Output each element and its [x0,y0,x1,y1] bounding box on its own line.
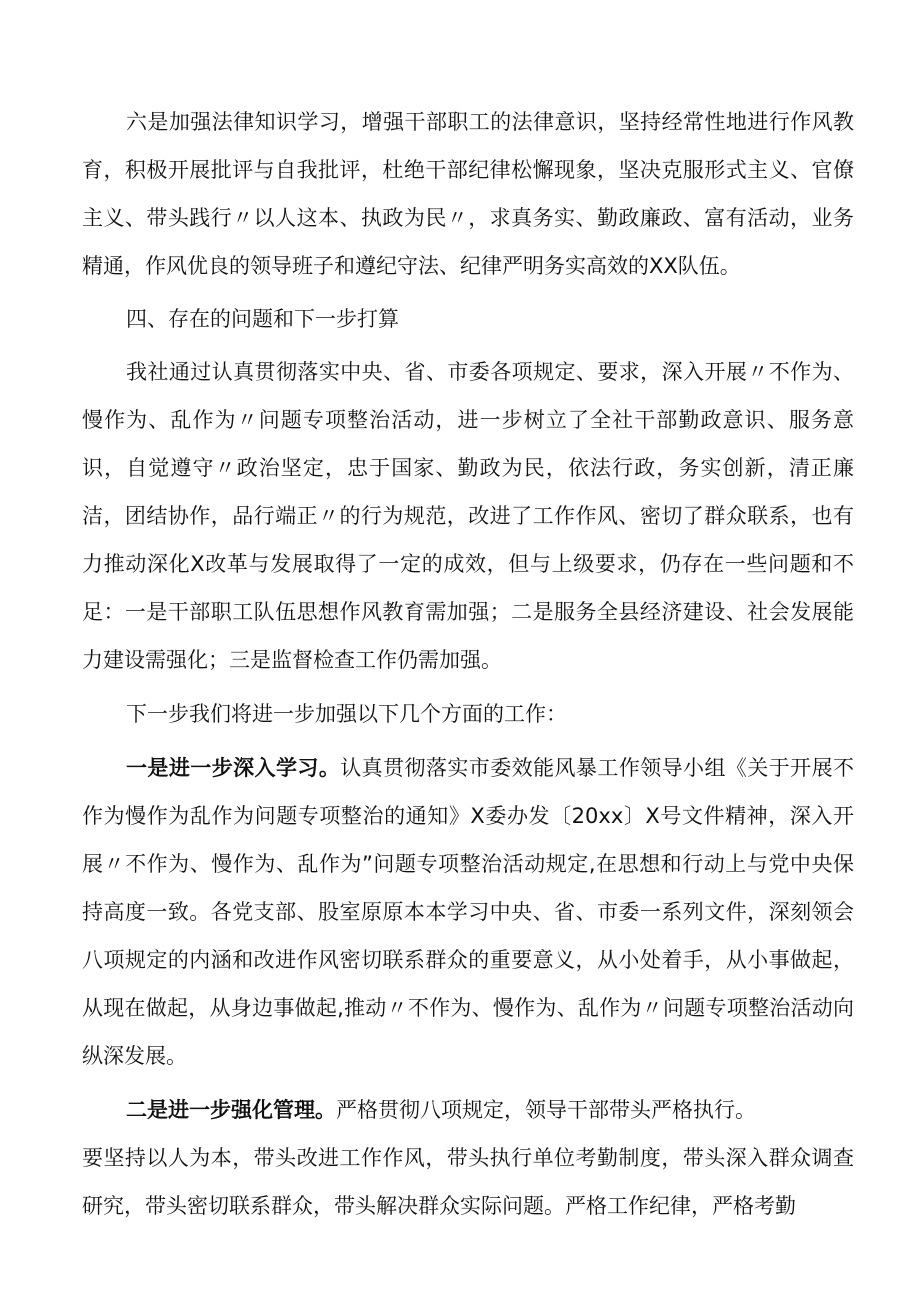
item-two-body-continued: 要坚持以人为本，带头改进工作作风，带头执行单位考勤制度，带头深入群众调查研究，带头密切联系群众，带头解决群众实际问题。严格工作纪律，严格考勤 [82,1146,854,1218]
paragraph-next-steps: 下一步我们将进一步加强以下几个方面的工作： [126,702,567,726]
item-two-title: 二是进一步强化管理。 [126,1098,336,1122]
item-one [82,744,854,1080]
section-heading-four: 四、存在的问题和下一步打算 [126,307,399,331]
item-two-body-first: 严格贯彻八项规定，领导干部带头严格执行。 [336,1098,756,1122]
item-two [82,1086,854,1134]
paragraph-six: 六是加强法律知识学习，增强干部职工的法律意识，坚持经常性地进行作风教育，积极开展批评与自我批评，杜绝干部纪律松懈现象，坚决克服形式主义、官僚主义、带头践行〃以人这本、执政为民〃，求真务实、勤政廉政、富有活动，业务精通，作风优良的领导班子和遵纪守法、纪律严明务实高效的XX队伍。 [82,110,854,278]
document-body [82,98,854,1230]
paragraph-problems: 我社通过认真贯彻落实中央、省、市委各项规定、要求，深入开展〃不作为、慢作为、乱作为〃问题专项整治活动，进一步树立了全社干部勤政意识、服务意识，自觉遵守〃政治坚定，忠于国家、勤政为民，依法行政，务实创新，清正廉洁，团结协作，品行端正〃的行为规范，改进了工作作风、密切了群众联系，也有力推动深化X改革与发展取得了一定的成效，但与上级要求，仍存在一些问题和不足：一是干部职工队伍思想作风教育需加强；二是服务全县经济建设、社会发展能力建设需强化；三是监督检查工作仍需加强。 [82,360,854,672]
item-one-body: 认真贯彻落实市委效能风暴工作领导小组《关于开展不作为慢作为乱作为问题专项整治的通知》X委办发〔20xx〕X号文件精神，深入开展〃不作为、慢作为、乱作为”问题专项整治活动规定,在思想和行动上与党中央保持高度一致。各党支部、股室原原本本学习中央、省、市委一系列文件，深刻领会八项规定的内涵和改进作风密切联系群众的重要意义，从小处着手，从小事做起，从现在做起，从身边事做起,推动〃不作为、慢作为、乱作为〃问题专项整治活动向纵深发展。 [82,756,855,1068]
item-one-title: 一是进一步深入学习。 [126,756,341,780]
